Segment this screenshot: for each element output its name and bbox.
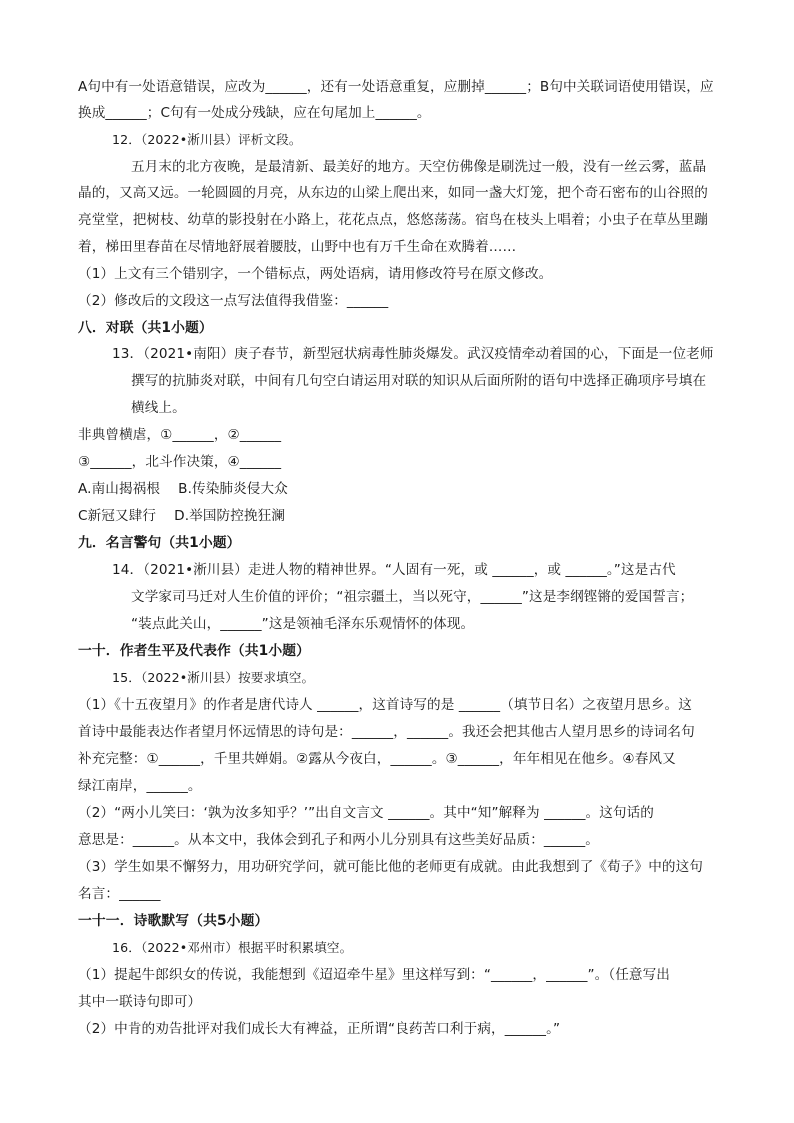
section-11-heading: 一十一．诗歌默写（共5小题） [78, 913, 269, 929]
q12-sub-1: （1）上文有三个错别字，一个错标点，两处语病，请用修改符号在原文修改。 [78, 266, 553, 282]
q13-options-2: C新冠又肆行 D.举国防控挽狂澜 [78, 508, 286, 524]
q16-title: 16．（2022•邓州市）根据平时积累填空。 [112, 940, 353, 955]
q11-line-1: A句中有一处语意错误，应改为______，还有一处语意重复，应删掉______；B句中关联词语使用错误，应 [78, 79, 714, 95]
q13-line-2: 撰写的抗肺炎对联，中间有几句空白请运用对联的知识从后面所附的语句中选择正确项序号填在 [131, 373, 707, 389]
q15-part2-line-1: （2）“两小儿笑曰：‘孰为汝多知乎？’”出自文言文 ______。其中“知”解释为 ______。这句话的 [78, 805, 654, 821]
q13-couplet-1: 非典曾横虐，①______，②______ [78, 427, 282, 443]
q12-paragraph-line-3: 亮堂堂，把树枝、幼草的影投射在小路上，花花点点，悠悠荡荡。宿鸟在枝头上唱着；小虫子在草丛里蹦 [78, 212, 708, 228]
q15-part1-line-4: 绿江南岸，______。 [78, 778, 202, 794]
q12-sub-2: （2）修改后的文段这一点写法值得我借鉴：______ [78, 293, 389, 309]
q15-part3-line-2: 名言：______ [78, 886, 161, 902]
q15-part1-line-2: 首诗中最能表达作者望月怀远情思的诗句是：______，______。我还会把其他古人望月思乡的诗词名句 [78, 724, 695, 740]
q14-line-1: 14．（2021•淅川县）走进人物的精神世界。“人固有一死，或 ______，或 ______。”这是古代 [112, 562, 676, 578]
q12-paragraph-line-4: 着，梯田里春苗在尽情地舒展着腰肢，山野中也有万千生命在欢腾着…… [78, 239, 517, 255]
q13-line-3: 横线上。 [131, 400, 186, 416]
q13-options-1: A.南山揭祸根 B.传染肺炎侵大众 [78, 481, 288, 497]
q13-line-1: 13．（2021•南阳）庚子春节，新型冠状病毒性肺炎爆发。武汉疫情牵动着国的心，下面是一位老师 [112, 346, 714, 362]
q15-part1-line-1: （1）《十五夜望月》的作者是唐代诗人 ______，这首诗写的是 ______（填节日名）之夜望月思乡。这 [78, 697, 692, 713]
q11-line-2: 换成______；C句有一处成分残缺，应在句尾加上______。 [78, 105, 431, 121]
section-9-heading: 九．名言警句（共1小题） [78, 535, 241, 551]
q12-paragraph-line-2: 晶的，又高又远。一轮圆圆的月亮，从东边的山梁上爬出来，如同一盏大灯笼，把个奇石密布的山谷照的 [78, 185, 708, 201]
section-10-heading: 一十．作者生平及代表作（共1小题） [78, 643, 311, 659]
q15-title: 15．（2022•淅川县）按要求填空。 [112, 670, 315, 685]
section-8-heading: 八．对联（共1小题） [78, 320, 213, 336]
q16-part1-line-1: （1）提起牛郎织女的传说，我能想到《迢迢牵牛星》里这样写到：“______，______”。（任意写出 [78, 967, 670, 983]
q16-part2-line-1: （2）中肯的劝告批评对我们成长大有裨益，正所谓“良药苦口利于病，______。” [78, 1021, 561, 1037]
q12-title: 12．（2022•淅川县）评析文段。 [112, 132, 302, 147]
q14-line-2: 文学家司马迁对人生价值的评价；“祖宗疆土，当以死守，______”这是李纲铿锵的爱国誓言； [131, 589, 694, 605]
q13-couplet-2: ③______，北斗作决策，④______ [78, 454, 282, 470]
q16-part1-line-2: 其中一联诗句即可） [78, 994, 202, 1010]
q12-paragraph-line-1: 五月末的北方夜晚，是最清新、最美好的地方。天空仿佛像是刷洗过一般，没有一丝云雾，蓝晶 [131, 159, 707, 175]
q15-part3-line-1: （3）学生如果不懈努力，用功研究学问，就可能比他的老师更有成就。由此我想到了《荀子》中的这句 [78, 859, 703, 875]
q15-part2-line-2: 意思是：______。从本文中，我体会到孔子和两小儿分别具有这些美好品质：______。 [78, 832, 599, 848]
q15-part1-line-3: 补充完整：①______，千里共婵娟。②露从今夜白，______。③______，年年相见在他乡。④春风又 [78, 751, 676, 767]
q14-line-3: “装点此关山，______”这是领袖毛泽东乐观情怀的体现。 [131, 616, 475, 632]
